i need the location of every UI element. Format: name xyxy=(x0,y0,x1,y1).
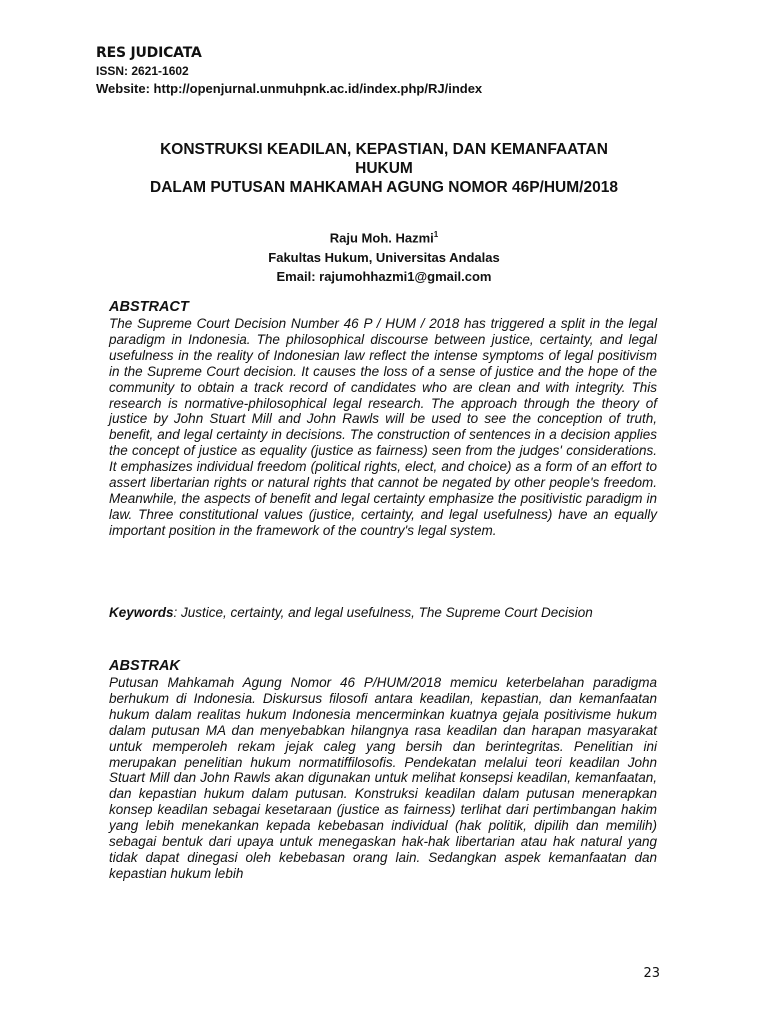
author-block xyxy=(0,225,768,287)
abstract-text: The Supreme Court Decision Number 46 P / HUM / 2018 has triggered a split in the legal paradigm in Indonesia. The philosophical discourse between justice, certainty, and legal usefulness in the reality of Indonesian law reflect the intense symptoms of legal positivism in the Supreme Court decision. It causes the loss of a sense of justice and the hope of the community to obtain a track record of candidates who are clean and with integrity. This research is normative-philosophical legal research. The approach through the theory of justice by John Stuart Mill and John Rawls will be used to see the conception of truth, benefit, and legal certainty in decisions. The construction of sentences in a decision applies the concept of justice as equality (justice as fairness) seen from the judges' considerations. It emphasizes individual freedom (political rights, elect, and choice) as a form of an effort to assert libertarian rights or natural rights that cannot be negated by other people's freedom. Meanwhile, the aspects of benefit and legal certainty emphasize the positivistic paradigm in law. Three constitutional values (justice, certainty, and legal usefulness) have an equally important position in the framework of the country's legal system. xyxy=(109,316,657,538)
title-line-3: DALAM PUTUSAN MAHKAMAH AGUNG NOMOR 46P/HUM/2018 xyxy=(150,179,618,196)
page-number: 23 xyxy=(643,966,660,981)
keywords-text: : Justice, certainty, and legal usefulness, The Supreme Court Decision xyxy=(173,605,593,620)
keywords xyxy=(109,605,657,621)
author-email: Email: rajumohhazmi1@gmail.com xyxy=(276,269,492,285)
journal-name: RES JUDICATA xyxy=(96,45,202,61)
abstrak-text: Putusan Mahkamah Agung Nomor 46 P/HUM/2018 memicu keterbelahan paradigma berhukum di Indonesia. Diskursus filosofi antara keadilan, kepastian, dan kemanfaatan hukum dalam realitas hukum Indonesia mencerminkan kuatnya gejala positivisme hukum dalam putusan MA dan menyebabkan hilangnya rasa keadilan dan harapan masyarakat untuk memperoleh rekam jejak caleg yang bersih dan berintegritas. Penelitian ini merupakan penelitian hukum normatiffilosofis. Pendekatan melalui teori keadilan John Stuart Mill dan John Rawls akan digunakan untuk melihat konsepsi keadilan, kemanfaatan, dan kepastian hukum dalam putusan. Konstruksi keadilan dalam putusan menerapkan konsep keadilan sebagai kesetaraan (justice as fairness) terlihat dari pertimbangan hakim yang lebih menekankan kepada kebebasan individual (hak politik, dipilih dan memilih) sebagai bentuk dari upaya untuk menegaskan hak-hak libertarian atau hak natural yang tidak dapat dinegasi oleh kebebasan orang lain. Sedangkan aspek kemanfaatan dan kepastian hukum lebih xyxy=(109,675,657,881)
abstrak-section xyxy=(109,658,657,882)
abstract-heading: ABSTRACT xyxy=(109,299,189,315)
journal-header xyxy=(96,44,482,98)
author-name-line xyxy=(0,225,768,248)
author-superscript: 1 xyxy=(433,230,439,239)
journal-website: Website: http://openjurnal.unmuhpnk.ac.id/index.php/RJ/index xyxy=(96,81,483,96)
title-line-1: KONSTRUKSI KEADILAN, KEPASTIAN, DAN KEMANFAATAN xyxy=(160,141,608,158)
paper-title xyxy=(0,140,768,197)
title-line-2: HUKUM xyxy=(355,160,413,177)
author-name: Raju Moh. Hazmi xyxy=(329,230,434,246)
journal-issn: ISSN: 2621-1602 xyxy=(96,64,189,78)
abstract-section xyxy=(109,299,657,539)
keywords-label: Keywords xyxy=(109,605,174,620)
author-affiliation: Fakultas Hukum, Universitas Andalas xyxy=(268,249,500,265)
abstrak-heading: ABSTRAK xyxy=(109,658,180,674)
